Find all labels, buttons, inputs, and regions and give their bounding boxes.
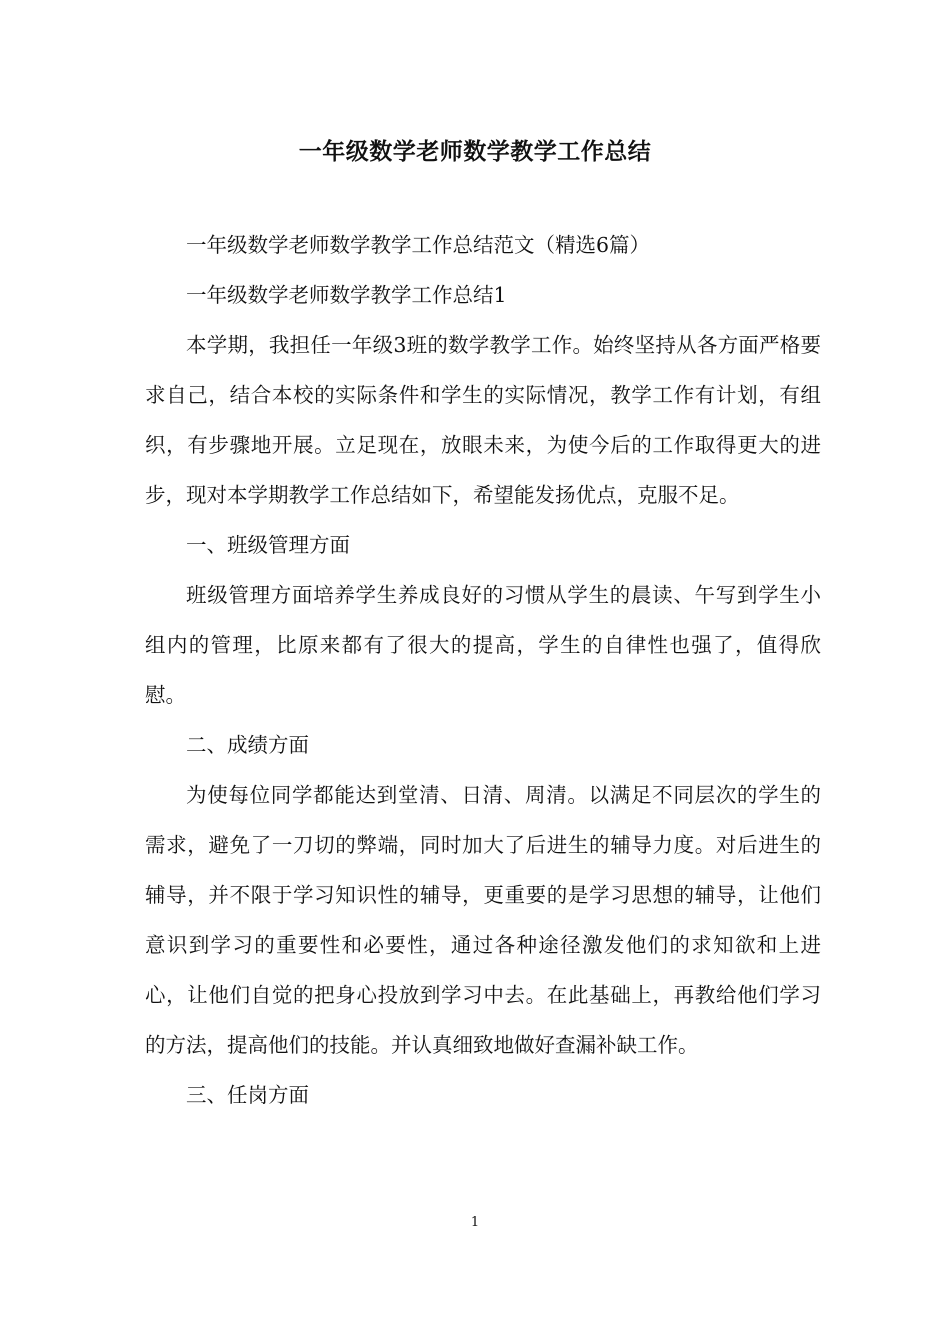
document-title: 一年级数学老师数学教学工作总结 bbox=[298, 139, 652, 165]
document-body bbox=[145, 220, 821, 1120]
paragraph-subtitle: 一年级数学老师数学教学工作总结范文（精选6篇） bbox=[186, 233, 651, 257]
paragraph-heading-class-management: 一、班级管理方面 bbox=[186, 533, 350, 557]
paragraph-intro: 本学期，我担任一年级3班的数学教学工作。始终坚持从各方面严格要求自己，结合本校的实际条件和学生的实际情况，教学工作有计划，有组织，有步骤地开展。立足现在，放眼未来，为使今后的工作取得更大的进步，现对本学期教学工作总结如下，希望能发扬优点，克服不足。 bbox=[145, 333, 821, 507]
paragraph-class-management: 班级管理方面培养学生养成良好的习惯从学生的晨读、午写到学生小组内的管理，比原来都有了很大的提高，学生的自律性也强了，值得欣慰。 bbox=[145, 583, 821, 707]
paragraph-heading-duties: 三、任岗方面 bbox=[186, 1083, 309, 1107]
paragraph-heading-grades: 二、成绩方面 bbox=[186, 733, 309, 757]
paragraph-grades: 为使每位同学都能达到堂清、日清、周清。以满足不同层次的学生的需求，避免了一刀切的弊端，同时加大了后进生的辅导力度。对后进生的辅导，并不限于学习知识性的辅导，更重要的是学习思想的辅导，让他们意识到学习的重要性和必要性，通过各种途径激发他们的求知欲和上进心，让他们自觉的把身心投放到学习中去。在此基础上，再教给他们学习的方法，提高他们的技能。并认真细致地做好查漏补缺工作。 bbox=[145, 783, 821, 1057]
page-number: 1 bbox=[470, 1215, 480, 1230]
paragraph-section-heading: 一年级数学老师数学教学工作总结1 bbox=[186, 283, 507, 307]
